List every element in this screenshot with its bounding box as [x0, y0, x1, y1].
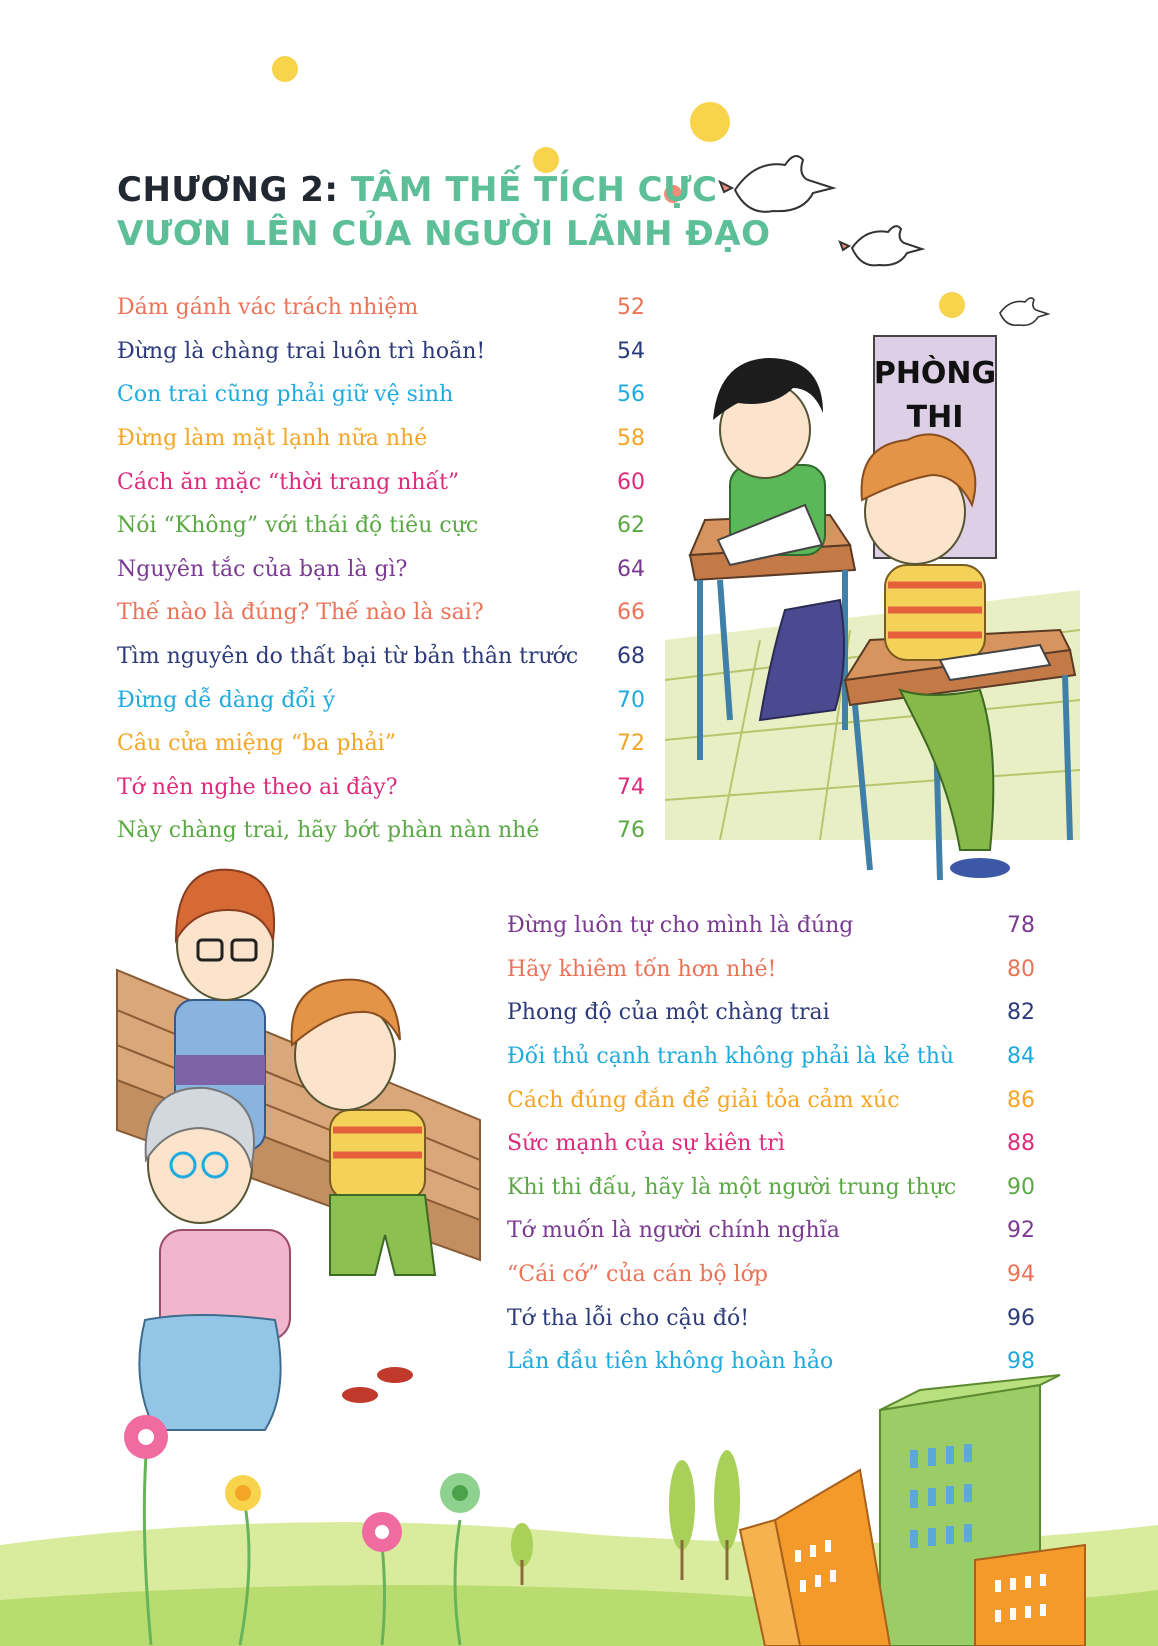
- toc-entry-page: 76: [617, 818, 645, 844]
- toc-entry-page: 64: [617, 556, 645, 582]
- toc-entry-page: 72: [617, 731, 645, 757]
- flower-icon: [225, 1475, 261, 1511]
- toc-entry-page: 54: [617, 338, 645, 364]
- toc-entry[interactable]: [117, 460, 645, 504]
- toc-entry-page: 92: [1007, 1218, 1035, 1244]
- toc-entry-title: Con trai cũng phải giữ vệ sinh: [117, 382, 454, 408]
- toc-entry-title: Nói “Không” với thái độ tiêu cực: [117, 513, 479, 539]
- toc-entry-page: 98: [1007, 1349, 1035, 1375]
- toc-entry-page: 62: [617, 513, 645, 539]
- chapter-label: CHƯƠNG 2:: [117, 170, 351, 210]
- flower-icon: [440, 1473, 480, 1513]
- toc-entry-title: Khi thi đấu, hãy là một người trung thực: [507, 1174, 957, 1200]
- toc-entry[interactable]: [117, 722, 645, 766]
- bird-icon: [840, 226, 922, 265]
- toc-entry-title: Cách đúng đắn để giải tỏa cảm xúc: [507, 1087, 900, 1113]
- toc-entry[interactable]: [117, 591, 645, 635]
- toc-entry-title: Tớ tha lỗi cho cậu đó!: [507, 1305, 750, 1331]
- toc-entry-title: Này chàng trai, hãy bớt phàn nàn nhé: [117, 818, 540, 844]
- toc-entry[interactable]: [507, 1253, 1035, 1297]
- toc-entry-title: Phong độ của một chàng trai: [507, 1000, 830, 1026]
- toc-entry[interactable]: [117, 330, 645, 374]
- buildings-illustration: [740, 1375, 1085, 1646]
- toc-entry[interactable]: [507, 1078, 1035, 1122]
- toc-entry-title: Đừng dễ dàng đổi ý: [117, 687, 336, 713]
- toc-entry-page: 80: [1007, 956, 1035, 982]
- exam-sign-line1: PHÒNG: [873, 356, 997, 391]
- toc-entry[interactable]: [117, 766, 645, 810]
- exam-sign-line2: THI: [906, 400, 964, 435]
- toc-entry[interactable]: [117, 504, 645, 548]
- toc-entry-title: Đừng làm mặt lạnh nữa nhé: [117, 426, 428, 452]
- toc-entry[interactable]: [117, 678, 645, 722]
- toc-entry-page: 94: [1007, 1262, 1035, 1288]
- toc-entry-title: Câu cửa miệng “ba phải”: [117, 731, 396, 757]
- toc-entry-title: Đừng luôn tự cho mình là đúng: [507, 913, 854, 939]
- toc-entry-page: 52: [617, 295, 645, 321]
- toc-entry-page: 60: [617, 469, 645, 495]
- toc-entry-page: 66: [617, 600, 645, 626]
- toc-entry-title: “Cái cớ” của cán bộ lớp: [507, 1262, 768, 1288]
- chapter-title: [117, 168, 771, 256]
- toc-entry-title: Nguyên tắc của bạn là gì?: [117, 556, 408, 582]
- family-illustration: [117, 870, 480, 1430]
- toc-entry[interactable]: [117, 417, 645, 461]
- toc-entry-page: 86: [1007, 1087, 1035, 1113]
- toc-entry-page: 96: [1007, 1305, 1035, 1331]
- toc-entry-page: 70: [617, 687, 645, 713]
- toc-entry-page: 82: [1007, 1000, 1035, 1026]
- flower-icon: [124, 1415, 168, 1459]
- toc-entry[interactable]: [507, 948, 1035, 992]
- toc-list-bottom: [507, 904, 1035, 1384]
- toc-entry-title: Cách ăn mặc “thời trang nhất”: [117, 469, 460, 495]
- toc-entry[interactable]: [507, 1166, 1035, 1210]
- toc-entry[interactable]: [117, 373, 645, 417]
- bird-icon: [1000, 298, 1048, 325]
- toc-entry[interactable]: [117, 635, 645, 679]
- toc-entry[interactable]: [507, 991, 1035, 1035]
- toc-entry-page: 58: [617, 426, 645, 452]
- toc-entry[interactable]: [507, 1209, 1035, 1253]
- toc-entry[interactable]: [507, 1340, 1035, 1384]
- toc-entry-title: Lần đầu tiên không hoàn hảo: [507, 1349, 834, 1375]
- toc-entry-page: 56: [617, 382, 645, 408]
- toc-entry-title: Đừng là chàng trai luôn trì hoãn!: [117, 338, 486, 364]
- toc-entry-title: Đối thủ cạnh tranh không phải là kẻ thù: [507, 1044, 955, 1070]
- toc-entry-page: 68: [617, 644, 645, 670]
- flower-icon: [362, 1512, 402, 1552]
- toc-entry[interactable]: [507, 1035, 1035, 1079]
- exam-room-illustration: [665, 336, 1080, 880]
- toc-entry[interactable]: [117, 286, 645, 330]
- toc-entry-page: 78: [1007, 913, 1035, 939]
- chapter-title-line1: TÂM THẾ TÍCH CỰC: [350, 170, 718, 210]
- toc-entry-title: Tớ muốn là người chính nghĩa: [507, 1218, 840, 1244]
- toc-entry-title: Tìm nguyên do thất bại từ bản thân trước: [117, 644, 579, 670]
- toc-entry-page: 84: [1007, 1044, 1035, 1070]
- toc-entry-title: Sức mạnh của sự kiên trì: [507, 1131, 785, 1157]
- toc-entry[interactable]: [507, 1122, 1035, 1166]
- toc-entry-title: Thế nào là đúng? Thế nào là sai?: [117, 600, 484, 626]
- toc-entry[interactable]: [507, 1296, 1035, 1340]
- toc-entry[interactable]: [117, 809, 645, 853]
- toc-entry-title: Hãy khiêm tốn hơn nhé!: [507, 956, 777, 982]
- chapter-title-line2: VƯƠN LÊN CỦA NGƯỜI LÃNH ĐẠO: [117, 214, 771, 254]
- toc-entry-page: 88: [1007, 1131, 1035, 1157]
- toc-entry[interactable]: [117, 548, 645, 592]
- toc-entry[interactable]: [507, 904, 1035, 948]
- toc-entry-title: Dám gánh vác trách nhiệm: [117, 295, 419, 321]
- toc-entry-page: 90: [1007, 1174, 1035, 1200]
- toc-entry-title: Tớ nên nghe theo ai đây?: [117, 774, 398, 800]
- toc-list-top: [117, 286, 645, 853]
- toc-entry-page: 74: [617, 774, 645, 800]
